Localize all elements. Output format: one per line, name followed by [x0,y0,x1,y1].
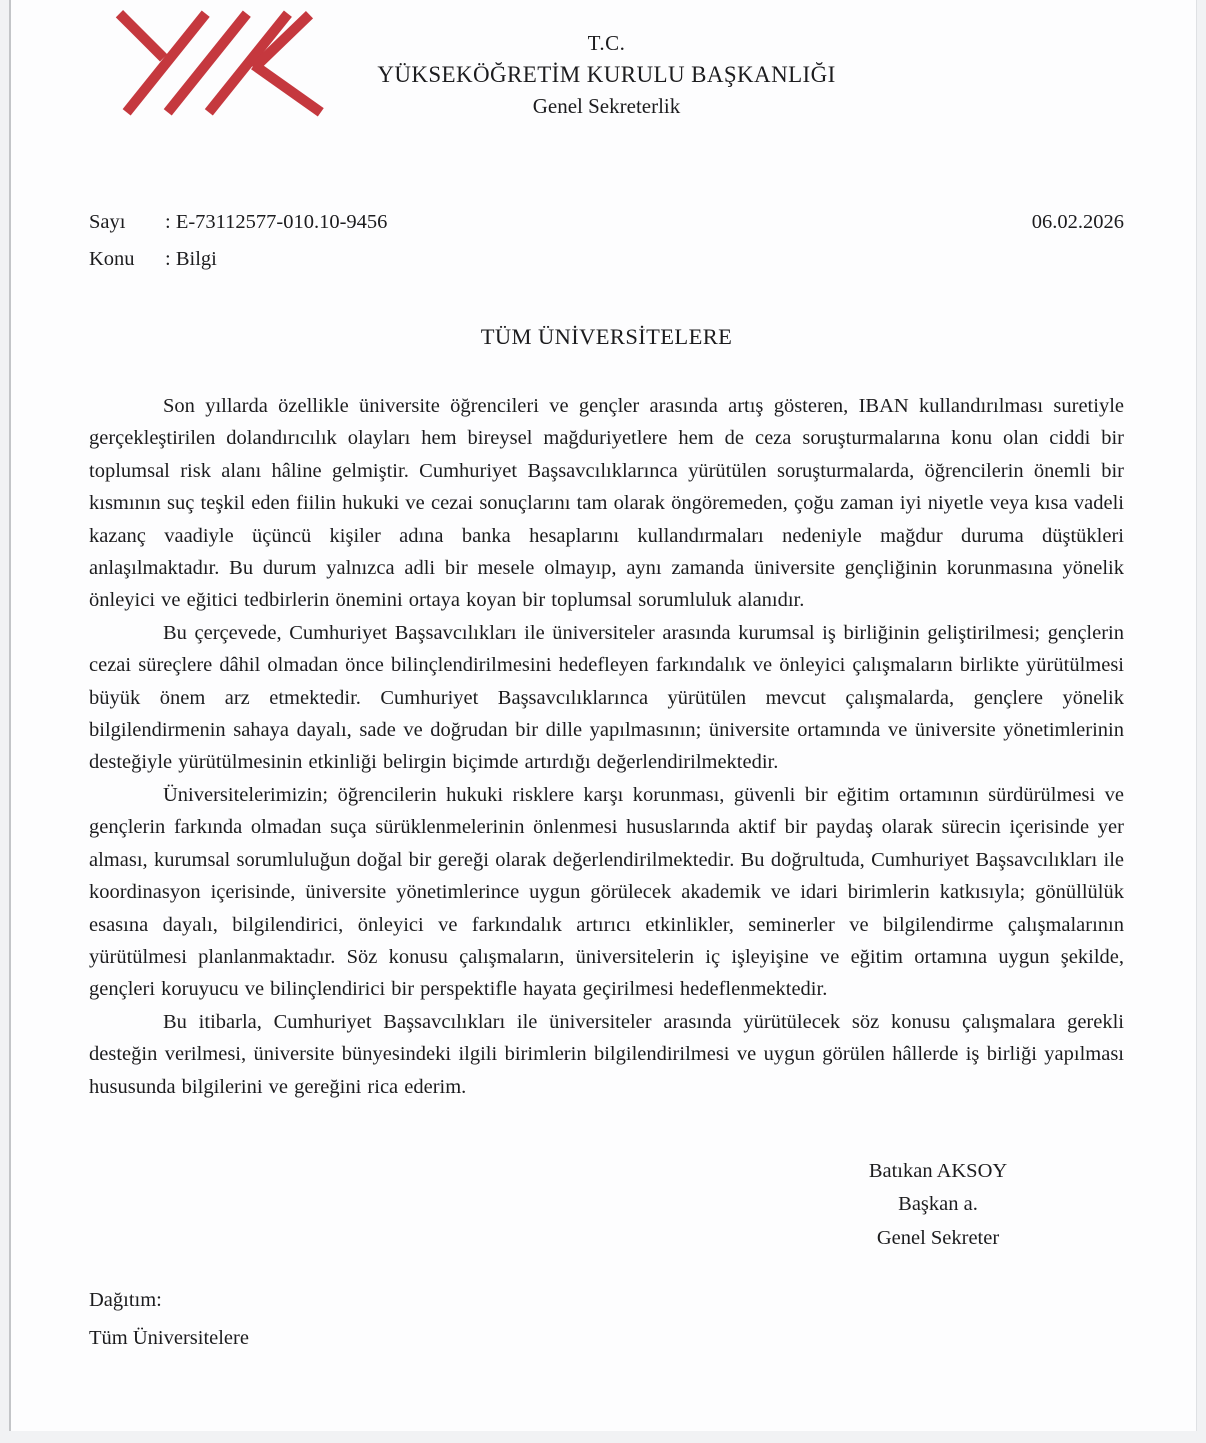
meta-row-sayi [89,204,1124,241]
konu-value: : Bilgi [165,248,217,270]
signer-title-1: Başkan a. [898,1193,978,1216]
distribution-label: Dağıtım: [89,1289,162,1312]
distribution-item: Tüm Üniversitelere [89,1327,249,1350]
sayi-label: Sayı [89,211,126,233]
paragraph-4: Bu itibarla, Cumhuriyet Başsavcılıkları ile üniversiteler arasında yürütülecek söz konusu çalışmalara gerekli desteğin verilmesi, üniversite bünyesindeki ilgili birimlerin bilgilendirilmesi ve uygun görülen hâllerde iş birliği yapılması hususunda bilgilerini ve gereğini rica ederim. [89,1010,1124,1098]
signature-block [788,1155,1088,1256]
paragraph-1: Son yıllarda özellikle üniversite öğrencileri ve gençler arasında artış gösteren, IBAN kullandırılması suretiyle gerçekleştirilen dolandırıcılık olayları hem bireysel mağduriyetlere hem de ceza soruşturmalarına konu olan ciddi bir toplumsal risk alanı hâline gelmiştir. Cumhuriyet Başsavcılıklarınca yürütülen soruşturmalarda, öğrencilerin önemli bir kısmının suç teşkil eden fiilin hukuki ve cezai sonuçlarını tam olarak öngöremeden, çoğu zaman iyi niyetle veya kısa vadeli kazanç vaadiyle üçüncü kişiler adına banka hesaplarını kullandırmaları nedeniyle mağdur duruma düştükleri anlaşılmaktadır. Bu durum yalnızca adli bir mesele olmayıp, aynı zamanda üniversite gençliğinin korunmasına yönelik önleyici ve eğitici tedbirlerin önemini ortaya koyan bir toplumsal sorumluluk alanıdır. [89,395,1124,612]
letter-body [89,390,1124,1103]
konu-label: Konu [89,248,135,270]
signer-title-2: Genel Sekreter [876,1226,1000,1249]
yok-logo [103,4,329,122]
sayi-value: : E-73112577-010.10-9456 [165,211,388,233]
paragraph-2: Bu çerçevede, Cumhuriyet Başsavcılıkları ile üniversiteler arasında kurumsal iş birliğinin geliştirilmesi; gençlerin cezai süreçlere dâhil olmadan önce bilinçlendirilmesini hedefleyen farkındalık ve önleyici çalışmaların birlikte yürütülmesi büyük önem arz etmektedir. Cumhuriyet Başsavcılıklarınca yürütülen mevcut çalışmalarda, gençlere yönelik bilgilendirmenin sahaya dayalı, sade ve doğrudan bir dille yapılmasının; üniversite ortamında ve üniversite yönetimlerinin desteğiyle yürütülmesinin etkinliği belirgin biçimde artırdığı değerlendirilmektedir. [89,621,1124,774]
letterhead [89,10,1124,146]
meta-row-konu [89,241,1124,278]
document-title: TÜM ÜNİVERSİTELERE [480,324,733,349]
document-date: 06.02.2026 [1031,211,1124,233]
paragraph-3: Üniversitelerimizin; öğrencilerin hukuki risklere karşı korunması, güvenli bir eğitim ortamının sürdürülmesi ve gençlerin farkında olmadan suça sürüklenmelerinin önlenmesi hususlarında aktif bir paydaş olarak sürecin içerisinde yer alması, kurumsal sorumluluğun doğal bir gereği olarak değerlendirilmektedir. Bu doğrultuda, Cumhuriyet Başsavcılıkları ile koordinasyon içerisinde, üniversite yönetimlerince uygun görülecek akademik ve idari birimlerin katkısıyla; gönüllülük esasına dayalı, bilgilendirici, önleyici ve farkındalık artırıcı etkinlikler, seminerler ve bilgilendirme çalışmalarının yürütülmesi planlanmaktadır. Söz konusu çalışmaların, üniversitelerin iç işleyişine ve eğitim ortamına uygun şekilde, gençleri koruyucu ve bilinçlendirici bir perspektifle hayata geçirilmesi hedeflenmektedir. [89,783,1124,1001]
scan-bottom-edge [0,1431,1206,1443]
letterhead-tc: T.C. [587,31,626,55]
letterhead-institution: YÜKSEKÖĞRETİM KURULU BAŞKANLIĞI [377,62,836,87]
signer-name: Batıkan AKSOY [868,1159,1008,1182]
letterhead-unit: Genel Sekreterlik [532,94,681,118]
distribution-block [89,1281,1124,1357]
document-page [9,0,1197,1431]
document-meta [89,204,1124,278]
